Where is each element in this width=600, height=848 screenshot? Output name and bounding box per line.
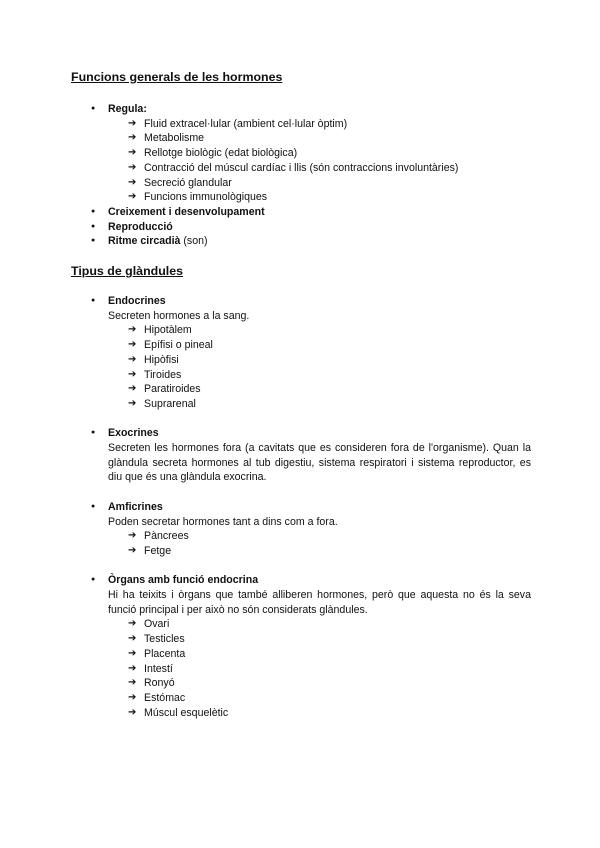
list-item: ➔ Múscul esquelètic: [128, 706, 531, 721]
list-item: ➔ Rellotge biològic (edat biològica): [128, 146, 531, 161]
amficrines-label: ● Amficrines: [108, 500, 163, 513]
section-heading-functions: Funcions generals de les hormones: [71, 70, 283, 84]
list-item-reproduction: ● Reproducció: [91, 220, 531, 235]
list-item: ➔ Fetge: [128, 544, 531, 559]
list-item-exocrines: [91, 426, 531, 500]
section-heading-gland-types: Tipus de glàndules: [71, 264, 183, 278]
list-item-circadian: [91, 234, 531, 249]
list-item: ➔ Secreció glandular: [128, 176, 531, 191]
list-item: ➔ Ovari: [128, 617, 531, 632]
organs-sublist: [108, 617, 531, 720]
list-item: ➔ Tiroides: [128, 368, 531, 383]
exocrines-description: Secreten les hormones fora (a cavitats que es consideren fora de l'organisme). Quan la glàndula secreta hormones al tub digestiu, sistema respiratori i sistema reproductor, es diu que és una glàndula exocrina.: [108, 442, 531, 484]
endocrines-sublist: [108, 323, 531, 411]
organs-label: ● Òrgans amb funció endocrina: [108, 574, 259, 587]
list-item: ➔ Intestí: [128, 662, 531, 677]
regula-sublist: [108, 117, 531, 205]
list-item: ➔ Hipòfisi: [128, 353, 531, 368]
regula-label: Regula:: [108, 103, 147, 115]
amficrines-sublist: [108, 529, 531, 558]
list-item: ➔ Pàncrees: [128, 529, 531, 544]
gland-types-list: [91, 294, 531, 720]
list-item: ➔ Estómac: [128, 691, 531, 706]
list-item: ➔ Paratiroides: [128, 382, 531, 397]
list-item: ➔ Epífisi o pineal: [128, 338, 531, 353]
list-item: ➔ Hipotàlem: [128, 323, 531, 338]
exocrines-label: ● Exocrines: [108, 427, 159, 440]
list-item: ➔ Fluid extracel·lular (ambient cel·lular òptim): [128, 117, 531, 132]
list-item: ➔ Suprarenal: [128, 397, 531, 412]
endocrines-label: ● Endocrines: [108, 295, 166, 307]
list-item-regula: [91, 102, 531, 205]
list-item-growth: ● Creixement i desenvolupament: [91, 205, 531, 220]
list-item: ➔ Metabolisme: [128, 131, 531, 146]
list-item-organs: [91, 573, 531, 720]
circadian-label: Ritme circadià: [108, 235, 181, 248]
list-item: ➔ Ronyó: [128, 676, 531, 691]
list-item: ➔ Testicles: [128, 632, 531, 647]
list-item-amficrines: [91, 500, 531, 574]
amficrines-description: Poden secretar hormones tant a dins com a fora.: [108, 515, 338, 528]
endocrines-description: Secreten hormones a la sang.: [108, 309, 250, 322]
list-item: ➔ Funcions immunològiques: [128, 190, 531, 205]
list-item-endocrines: [91, 294, 531, 426]
organs-description: Hi ha teixits i òrgans que també alliberen hormones, però que aquesta no és la seva funció principal i per això no són considerats glàndules.: [108, 589, 531, 616]
list-item: ➔ Placenta: [128, 647, 531, 662]
circadian-note: (son): [180, 235, 208, 248]
list-item: ➔ Contracció del múscul cardíac i llis (són contraccions involuntàries): [128, 161, 531, 176]
functions-list: [91, 102, 531, 249]
